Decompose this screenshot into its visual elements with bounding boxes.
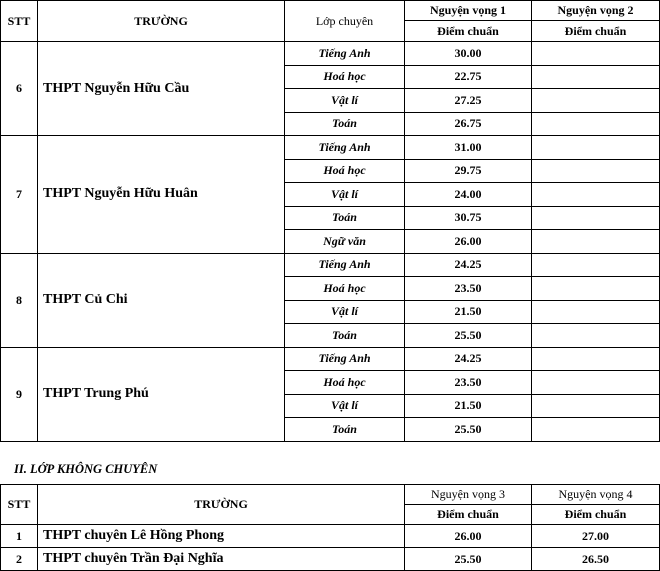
score-nv2 (532, 206, 660, 230)
school-name: THPT Nguyễn Hữu Huân (38, 136, 285, 254)
subject-cell: Vật lí (285, 183, 405, 207)
score-nv1: 30.75 (405, 206, 532, 230)
school-name: THPT Trung Phú (38, 347, 285, 441)
row-stt: 1 (1, 525, 38, 548)
subject-cell: Vật lí (285, 394, 405, 418)
subject-cell: Toán (285, 112, 405, 136)
score-nv2 (532, 183, 660, 207)
subject-cell: Toán (285, 418, 405, 442)
header-benchmark-nv1: Điểm chuẩn (405, 21, 532, 42)
subject-cell: Vật lí (285, 89, 405, 113)
admission-scores-table-general (0, 484, 660, 571)
score-nv1: 23.50 (405, 277, 532, 301)
score-nv2 (532, 159, 660, 183)
score-nv1: 23.50 (405, 371, 532, 395)
score-nv1: 24.25 (405, 253, 532, 277)
table-row (1, 253, 660, 277)
score-nv2 (532, 300, 660, 324)
subject-cell: Hoá học (285, 159, 405, 183)
row-stt: 7 (1, 136, 38, 254)
school-name: THPT chuyên Lê Hồng Phong (38, 525, 405, 548)
score-nv2 (532, 253, 660, 277)
subject-cell: Ngữ văn (285, 230, 405, 254)
score-nv1: 29.75 (405, 159, 532, 183)
score-nv2 (532, 112, 660, 136)
score-nv1: 25.50 (405, 418, 532, 442)
school-name: THPT chuyên Trần Đại Nghĩa (38, 548, 405, 571)
header-nv2: Nguyện vọng 2 (532, 1, 660, 21)
subject-cell: Tiếng Anh (285, 136, 405, 160)
header-benchmark-nv3: Điểm chuẩn (405, 505, 532, 525)
header-school: TRƯỜNG (38, 1, 285, 42)
header-nv1: Nguyện vọng 1 (405, 1, 532, 21)
subject-cell: Toán (285, 206, 405, 230)
table-row (1, 548, 660, 571)
score-nv1: 21.50 (405, 300, 532, 324)
school-name: THPT Củ Chi (38, 253, 285, 347)
score-nv1: 27.25 (405, 89, 532, 113)
subject-cell: Hoá học (285, 371, 405, 395)
row-stt: 2 (1, 548, 38, 571)
row-stt: 8 (1, 253, 38, 347)
header-specialized-class: Lớp chuyên (285, 1, 405, 42)
score-nv1: 26.00 (405, 230, 532, 254)
row-stt: 9 (1, 347, 38, 441)
table-row (1, 136, 660, 160)
score-nv1: 21.50 (405, 394, 532, 418)
subject-cell: Hoá học (285, 65, 405, 89)
subject-cell: Vật lí (285, 300, 405, 324)
subject-cell: Tiếng Anh (285, 347, 405, 371)
score-nv2 (532, 230, 660, 254)
subject-cell: Tiếng Anh (285, 42, 405, 66)
score-nv2 (532, 277, 660, 301)
score-nv2 (532, 65, 660, 89)
score-nv2 (532, 42, 660, 66)
header-nv4: Nguyện vọng 4 (532, 485, 660, 505)
header-benchmark-nv4: Điểm chuẩn (532, 505, 660, 525)
score-nv1: 26.75 (405, 112, 532, 136)
subject-cell: Toán (285, 324, 405, 348)
score-nv2 (532, 136, 660, 160)
header-stt: STT (1, 1, 38, 42)
header-nv3: Nguyện vọng 3 (405, 485, 532, 505)
header-school: TRƯỜNG (38, 485, 405, 525)
score-nv2 (532, 394, 660, 418)
score-nv1: 25.50 (405, 324, 532, 348)
score-nv4: 26.50 (532, 548, 660, 571)
score-nv4: 27.00 (532, 525, 660, 548)
score-nv1: 30.00 (405, 42, 532, 66)
score-nv3: 26.00 (405, 525, 532, 548)
table-row (1, 42, 660, 66)
subject-cell: Hoá học (285, 277, 405, 301)
school-name: THPT Nguyễn Hữu Cầu (38, 42, 285, 136)
row-stt: 6 (1, 42, 38, 136)
score-nv2 (532, 418, 660, 442)
score-nv2 (532, 347, 660, 371)
section-title: II. LỚP KHÔNG CHUYÊN (14, 462, 158, 476)
subject-cell: Tiếng Anh (285, 253, 405, 277)
score-nv1: 24.25 (405, 347, 532, 371)
score-nv1: 31.00 (405, 136, 532, 160)
score-nv2 (532, 89, 660, 113)
header-stt: STT (1, 485, 38, 525)
table-row (1, 347, 660, 371)
score-nv1: 24.00 (405, 183, 532, 207)
score-nv2 (532, 371, 660, 395)
score-nv2 (532, 324, 660, 348)
score-nv3: 25.50 (405, 548, 532, 571)
table-row (1, 525, 660, 548)
score-nv1: 22.75 (405, 65, 532, 89)
header-benchmark-nv2: Điểm chuẩn (532, 21, 660, 42)
